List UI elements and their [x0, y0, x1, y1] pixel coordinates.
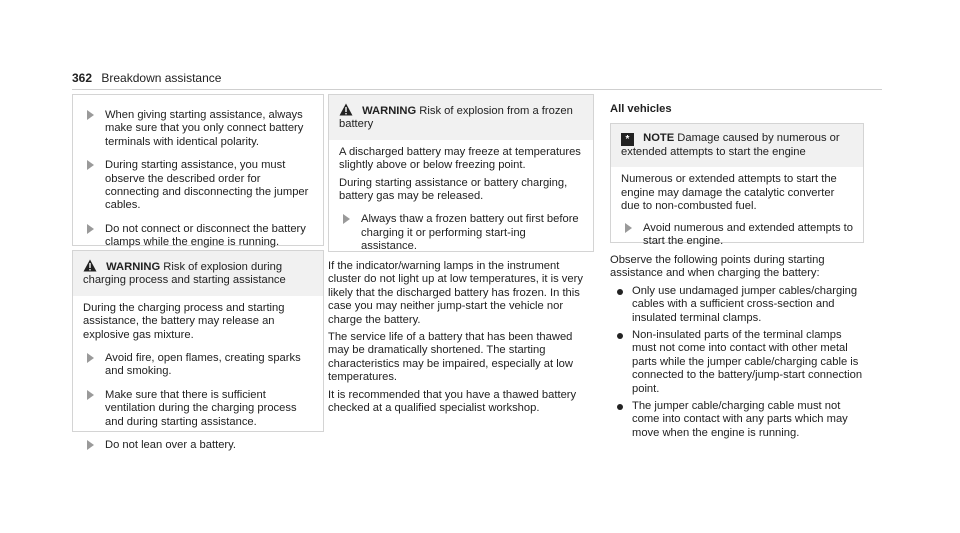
warning-explosion-charging-box [72, 250, 324, 452]
note-header [611, 124, 863, 167]
observe-points-section [610, 254, 868, 444]
arrow-bullet-icon [87, 224, 94, 234]
arrow-bullet-icon [625, 223, 632, 233]
section-title: Breakdown assistance [101, 71, 222, 85]
header-divider [72, 89, 882, 90]
list-item: Do not lean over a battery. [83, 439, 313, 452]
warning-header [329, 95, 593, 140]
page-header [72, 72, 221, 85]
warning-label: WARNING [362, 105, 417, 117]
list-item: Do not connect or disconnect the battery clamps while the engine is running. [83, 223, 313, 250]
warning-body: A discharged battery may freeze at temperatures slightly above or below freezing point. [339, 145, 581, 172]
arrow-bullet-icon [87, 160, 94, 170]
note-body: Numerous or extended attempts to start the engine may damage the catalytic converter due to non-combusted fuel. [621, 173, 837, 213]
list-item: When giving starting assistance, always make sure that you only connect battery terminals with identical polarity. [83, 109, 313, 149]
note-box [610, 123, 864, 248]
note-label: NOTE [643, 132, 675, 144]
warning-triangle-icon [339, 103, 353, 116]
paragraph: If the indicator/warning lamps in the instrument cluster do not light up at low temperatures, it is very likely that the discharged battery has frozen. In this case you may neither jump-start the vehicle nor charge the battery. [328, 260, 583, 326]
warning-body: During the charging process and starting assistance, the battery may release an explosive gas mixture. [83, 301, 285, 341]
bullet-dot-icon [617, 333, 623, 339]
list-item: Make sure that there is sufficient ventilation during the charging process and during starting assistance. [83, 389, 313, 429]
warning-label: WARNING [106, 261, 161, 273]
bullet-dot-icon [617, 289, 623, 295]
paragraph: The service life of a battery that has been thawed may be dramatically shortened. The starting characteristics may be impaired, especially at low temperatures. [328, 331, 573, 384]
frozen-battery-text [328, 260, 594, 421]
list-item: Avoid fire, open flames, creating sparks and smoking. [83, 352, 313, 379]
warning-body: During starting assistance or battery charging, battery gas may be released. [339, 176, 568, 203]
warning-triangle-icon [83, 259, 97, 272]
intro-paragraph: Observe the following points during starting assistance and when charging the battery: [610, 254, 825, 280]
arrow-bullet-icon [87, 110, 94, 120]
page-number: 362 [72, 71, 93, 85]
warning-title: Risk of explosion during charging process and starting assistance [83, 261, 286, 287]
arrow-bullet-icon [87, 440, 94, 450]
warning-frozen-battery-box [328, 94, 594, 252]
warning-title: Risk of explosion from a frozen battery [339, 105, 573, 131]
warning-header [73, 251, 323, 296]
list-item: During starting assistance, you must observe the described order for connecting and disconnecting the jumper cables. [83, 159, 313, 213]
arrow-bullet-icon [87, 353, 94, 363]
note-icon: * [621, 133, 634, 146]
list-item: Non-insulated parts of the terminal clamps must not come into contact with other metal parts while the jumper cable/charging cable is connected to the battery/jump-start connection point. [610, 329, 868, 396]
cable-instructions-box [72, 94, 324, 249]
bullet-dot-icon [617, 404, 623, 410]
list-item: Avoid numerous and extended attempts to start the engine. [621, 222, 853, 249]
arrow-bullet-icon [87, 390, 94, 400]
list-item: The jumper cable/charging cable must not come into contact with any parts which may move when the engine is running. [610, 400, 868, 440]
arrow-bullet-icon [343, 214, 350, 224]
list-item: Always thaw a frozen battery out first before charging it or performing start-ing assistance. [339, 213, 583, 253]
note-title: Damage caused by numerous or extended attempts to start the engine [621, 132, 840, 158]
all-vehicles-heading: All vehicles [610, 103, 672, 115]
paragraph: It is recommended that you have a thawed battery checked at a qualified specialist workshop. [328, 388, 577, 415]
list-item: Only use undamaged jumper cables/charging cables with a sufficient cross-section and insulated terminal clamps. [610, 285, 868, 325]
